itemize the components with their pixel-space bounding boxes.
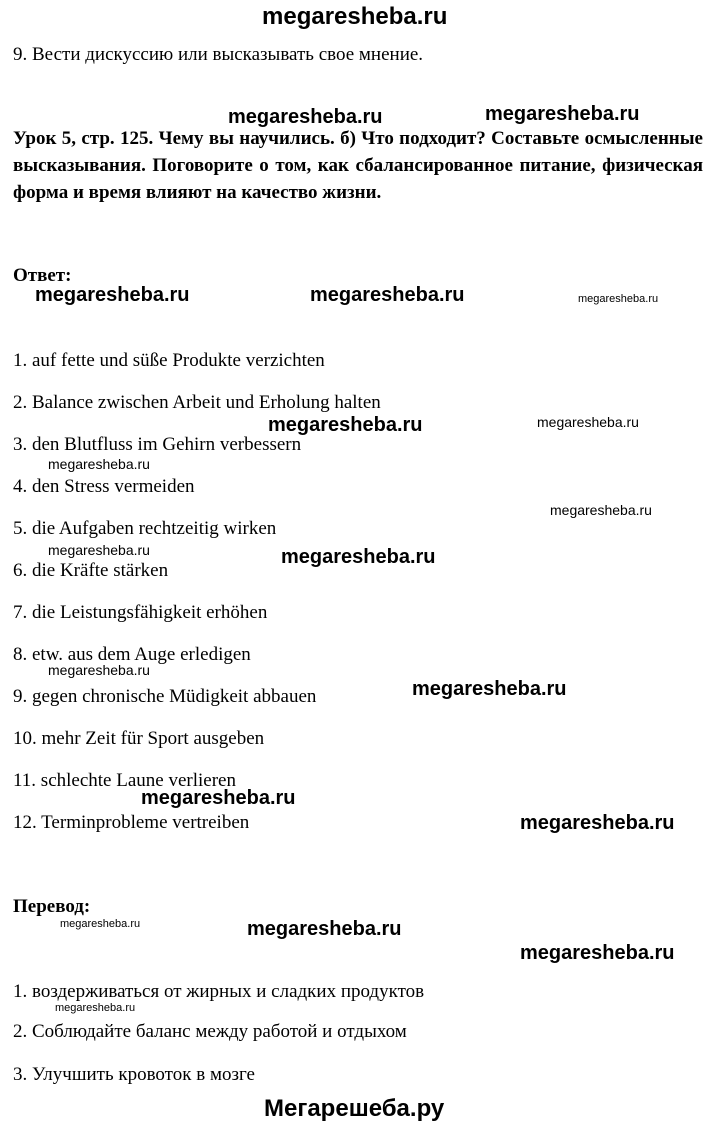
watermark: megaresheba.ru [520,812,675,834]
watermark: megaresheba.ru [35,284,190,306]
answer-item: 3. den Blutfluss im Gehirn verbessern [13,434,302,455]
watermark: megaresheba.ru [537,414,639,430]
translation-item: 1. воздерживаться от жирных и сладких продуктов [13,981,425,1002]
watermark: megaresheba.ru [412,678,567,700]
translation-item: 3. Улучшить кровоток в мозге [13,1064,255,1085]
watermark: megaresheba.ru [48,662,150,678]
watermark: megaresheba.ru [228,106,383,128]
answer-item: 7. die Leistungsfähigkeit erhöhen [13,602,268,623]
answer-item: 4. den Stress vermeiden [13,476,195,497]
translation-item: 2. Соблюдайте баланс между работой и отдыхом [13,1021,407,1042]
watermark: megaresheba.ru [48,542,150,558]
watermark: megaresheba.ru [310,284,465,306]
watermark: megaresheba.ru [485,103,640,125]
answer-item: 12. Terminprobleme vertreiben [13,812,250,833]
answer-item: 9. gegen chronische Müdigkeit abbauen [13,686,317,707]
watermark: megaresheba.ru [550,502,652,518]
answer-item: 6. die Kräfte stärken [13,560,169,581]
watermark: megaresheba.ru [48,456,150,472]
previous-item: 9. Вести дискуссию или высказывать свое мнение. [13,44,424,65]
watermark: megaresheba.ru [141,787,296,809]
task-description: Урок 5, стр. 125. Чему вы научились. б) Что подходит? Составьте осмысленные высказывания. Поговорите о том, как сбалансированное питание, физическая форма и время влияют на качество жизни. [13,128,703,203]
site-header: megaresheba.ru [262,3,448,30]
answer-item: 10. mehr Zeit für Sport ausgeben [13,728,265,749]
watermark: megaresheba.ru [268,414,423,436]
answer-item: 8. etw. aus dem Auge erledigen [13,644,251,665]
answer-item: 1. auf fette und süße Produkte verzichten [13,350,325,371]
answer-item: 2. Balance zwischen Arbeit und Erholung halten [13,392,381,413]
watermark: megaresheba.ru [60,918,141,930]
answer-item: 5. die Aufgaben rechtzeitig wirken [13,518,277,539]
watermark: megaresheba.ru [247,918,402,940]
watermark: megaresheba.ru [281,546,436,568]
watermark: megaresheba.ru [520,942,675,964]
answer-item: 11. schlechte Laune verlieren [13,770,236,791]
watermark: megaresheba.ru [55,1002,136,1014]
answer-label: Ответ: [13,265,72,286]
watermark: megaresheba.ru [578,293,659,305]
translation-label: Перевод: [13,896,91,917]
site-footer: Мегарешеба.ру [264,1095,445,1122]
